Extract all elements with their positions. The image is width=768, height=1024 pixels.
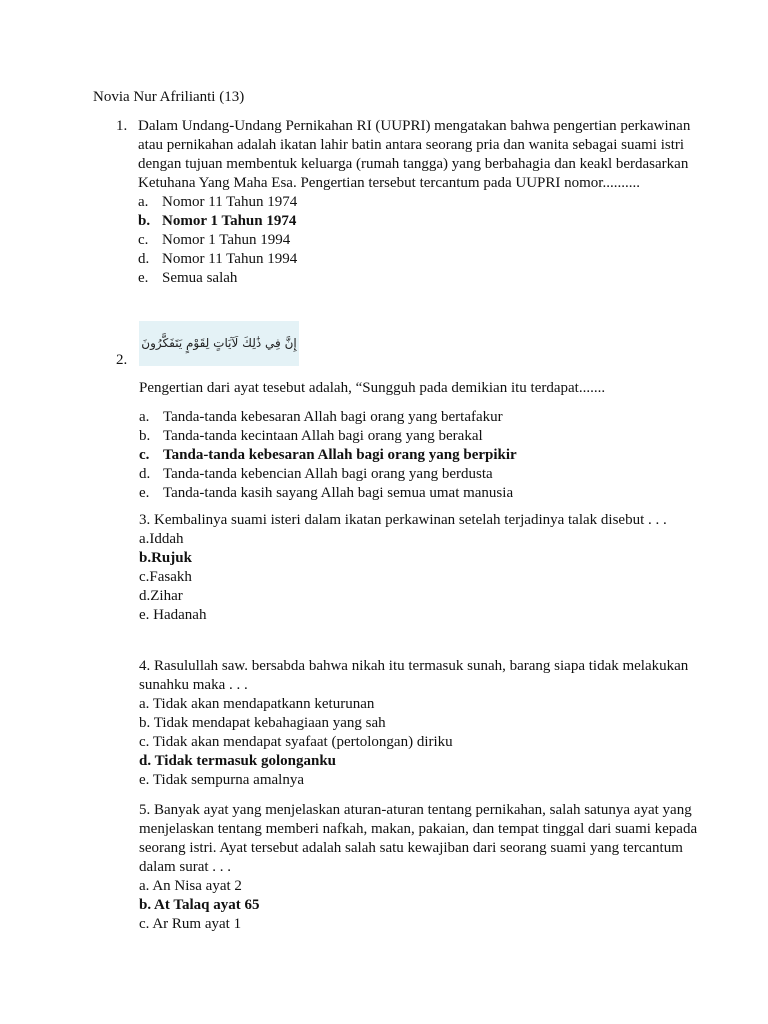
question-3 xyxy=(139,511,699,625)
option-a: a. An Nisa ayat 2 xyxy=(139,878,242,894)
option-b: b. Tidak mendapat kebahagiaan yang sah xyxy=(139,715,386,731)
question-5 xyxy=(139,801,699,934)
option-e: e. Semua salah xyxy=(138,270,238,286)
option-a: a. Nomor 11 Tahun 1974 xyxy=(138,194,298,210)
question-stem: Dalam Undang-Undang Pernikahan RI (UUPRI) mengatakan bahwa pengertian perkawinan atau pernikahan adalah ikatan lahir batin antara seorang pria dan wanita sebagai suami istri dengan tujuan membentuk keluarga (rumah tangga) yang berbahagia dan keakl berdasarkan Ketuhana Yang Maha Esa. Pengertian tersebut tercantum pada UUPRI nomor.......... xyxy=(138,118,691,191)
option-b-answer: b. At Talaq ayat 65 xyxy=(139,897,260,913)
question-stem: 5. Banyak ayat yang menjelaskan aturan-aturan tentang pernikahan, salah satunya ayat yang menjelaskan tentang memberi nafkah, makan, pakaian, dan tempat tinggal dari suami kepada seorang istri. Ayat tersebut adalah salah satu kewajiban dari seorang suami yang tercantum dalam surat . . . xyxy=(139,802,698,875)
option-c: c. Tidak akan mendapat syafaat (pertolongan) diriku xyxy=(139,734,453,750)
option-a: a. Tidak akan mendapatkann keturunan xyxy=(139,696,375,712)
option-c: c.Fasakh xyxy=(139,569,192,585)
options-list xyxy=(138,193,696,288)
option-d: d. Tanda-tanda kebencian Allah bagi orang yang berdusta xyxy=(139,466,493,482)
option-b: b. Tanda-tanda kecintaan Allah bagi orang yang berakal xyxy=(139,428,483,444)
question-1 xyxy=(116,117,696,288)
option-e: e. Tidak sempurna amalnya xyxy=(139,772,304,788)
options-list xyxy=(139,408,699,503)
option-a: a.Iddah xyxy=(139,531,184,547)
option-d-answer: d. Tidak termasuk golonganku xyxy=(139,753,337,769)
option-c: c. Ar Rum ayat 1 xyxy=(139,916,242,932)
question-2 xyxy=(139,379,699,503)
question-number: 2. xyxy=(116,352,128,368)
option-c: c. Nomor 1 Tahun 1994 xyxy=(138,232,291,248)
option-c-answer: c. Tanda-tanda kebesaran Allah bagi orang yang berpikir xyxy=(139,447,517,463)
question-4 xyxy=(139,657,699,790)
question-stem: Pengertian dari ayat tesebut adalah, “Sungguh pada demikian itu terdapat....... xyxy=(139,380,606,396)
option-b-answer: b.Rujuk xyxy=(139,550,192,566)
option-a: a. Tanda-tanda kebesaran Allah bagi orang yang bertafakur xyxy=(139,409,503,425)
option-d: d.Zihar xyxy=(139,588,183,604)
option-b-answer: b. Nomor 1 Tahun 1974 xyxy=(138,213,297,229)
question-number: 1. xyxy=(116,118,128,134)
option-d: d. Nomor 11 Tahun 1994 xyxy=(138,251,298,267)
author-line: Novia Nur Afrilianti (13) xyxy=(93,89,245,105)
option-e: e. Tanda-tanda kasih sayang Allah bagi semua umat manusia xyxy=(139,485,514,501)
question-stem: 4. Rasulullah saw. bersabda bahwa nikah itu termasuk sunah, barang siapa tidak melakukan sunahku maka . . . xyxy=(139,658,689,693)
option-e: e. Hadanah xyxy=(139,607,207,623)
arabic-verse-image: إِنَّ فِي ذَٰلِكَ لَآيَاتٍ لِقَوْمٍ يَتَفَكَّرُونَ xyxy=(139,321,299,366)
question-stem: 3. Kembalinya suami isteri dalam ikatan perkawinan setelah terjadinya talak disebut . . . xyxy=(139,512,667,528)
